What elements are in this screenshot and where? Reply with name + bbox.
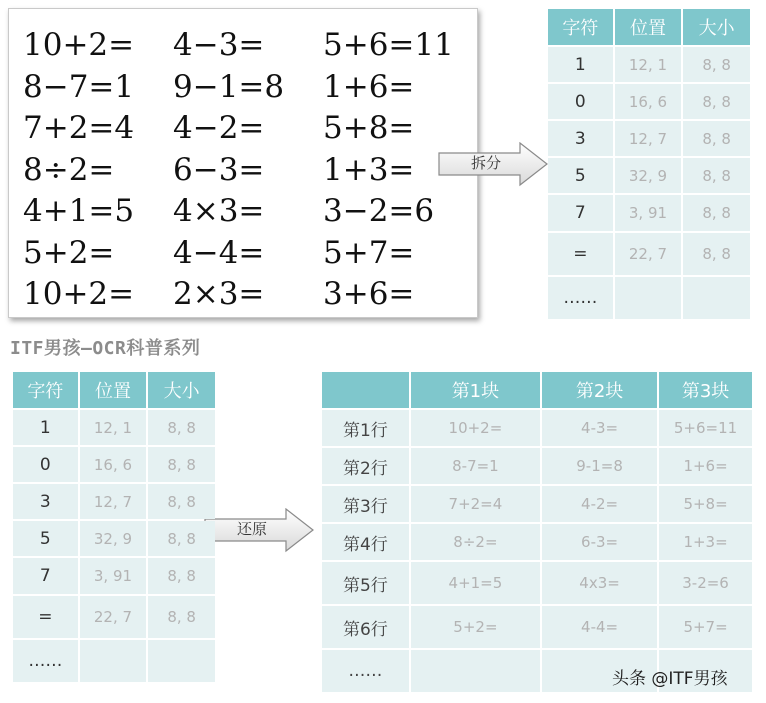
position-cell: 16, 6 [80,447,147,482]
table-row [13,484,215,519]
column-header: 位置 [615,9,682,45]
result-cell: 3-2=6 [659,562,752,604]
result-cell: 8-7=1 [411,448,540,484]
table-row [322,524,752,560]
result-cell: 4+1=5 [411,562,540,604]
position-cell: 12, 7 [80,484,147,519]
size-cell: 8, 8 [148,596,215,638]
size-cell: 8, 8 [148,521,215,556]
result-cell: 1+6= [659,448,752,484]
equation: 8−7=1 [23,68,135,105]
result-cell: 8÷2= [411,524,540,560]
table-row [322,562,752,604]
table-row [13,640,215,682]
size-cell: 8, 8 [148,410,215,445]
char-cell: 3 [548,121,613,156]
equation: 4×3= [173,193,265,229]
char-cell: …… [548,277,613,319]
equation: 8÷2= [23,151,115,188]
result-cell: 10+2= [411,410,540,446]
equation: 4−3= [173,27,265,63]
position-cell: 3, 91 [80,558,147,594]
char-cell: …… [13,640,78,682]
table-row [13,447,215,482]
result-cell: 4x3= [542,562,657,604]
char-cell: 7 [13,558,78,594]
table-row [548,121,750,156]
size-cell [683,277,750,319]
char-table-bottom [11,370,217,684]
row-header: …… [322,650,409,692]
table-row [322,448,752,484]
equation: 10+2= [23,27,135,63]
table-row [548,195,750,231]
char-cell: = [13,596,78,638]
position-cell [80,640,147,682]
column-header: 字符 [13,372,78,408]
size-cell: 8, 8 [148,484,215,519]
equation: 5+7= [323,234,415,271]
char-cell: 5 [13,521,78,556]
size-cell: 8, 8 [683,121,750,156]
row-header: 第3行 [322,486,409,522]
equation: 10+2= [23,276,135,312]
table-row [13,410,215,445]
char-cell: 3 [13,484,78,519]
equation: 7+2=4 [23,110,135,146]
result-cell: 5+6=11 [659,410,752,446]
column-header: 第2块 [542,372,657,408]
table-row [548,233,750,275]
column-header: 大小 [683,9,750,45]
size-cell: 8, 8 [683,84,750,119]
position-cell: 16, 6 [615,84,682,119]
result-cell: 4-4= [542,606,657,648]
column-header: 大小 [148,372,215,408]
table-row [13,596,215,638]
position-cell: 22, 7 [80,596,147,638]
result-cell: 9-1=8 [542,448,657,484]
result-cell: 7+2=4 [411,486,540,522]
size-cell: 8, 8 [683,47,750,82]
table-row [13,521,215,556]
position-cell: 32, 9 [615,158,682,193]
column-header: 第3块 [659,372,752,408]
split-arrow [438,142,550,184]
char-cell: 1 [548,47,613,82]
result-cell [411,650,540,692]
equation: 4−4= [173,234,265,271]
result-cell: 5+7= [659,606,752,648]
table-row [322,606,752,648]
result-cell: 4-3= [542,410,657,446]
position-cell: 32, 9 [80,521,147,556]
row-header: 第1行 [322,410,409,446]
result-cell: 4-2= [542,486,657,522]
row-header: 第4行 [322,524,409,560]
table-row [322,410,752,446]
equation: 2×3= [173,276,265,312]
char-table-top [546,7,752,321]
restore-arrow [204,508,316,550]
equation: 4−2= [173,110,265,146]
column-header [322,372,409,408]
equation: 5+8= [323,110,415,146]
char-cell: 0 [13,447,78,482]
position-cell: 22, 7 [615,233,682,275]
row-header: 第5行 [322,562,409,604]
position-cell: 12, 1 [615,47,682,82]
position-cell: 3, 91 [615,195,682,231]
table-row [13,558,215,594]
char-cell: 1 [13,410,78,445]
equation: 4+1=5 [23,193,135,229]
series-caption: ITF男孩—OCR科普系列 [10,338,201,359]
char-cell: 7 [548,195,613,231]
column-header: 第1块 [411,372,540,408]
equation-grid [23,25,473,316]
char-cell: 0 [548,84,613,119]
table-row [322,486,752,522]
split-arrow-label: 拆分 [470,154,501,172]
column-header: 位置 [80,372,147,408]
equation: 3+6= [323,276,415,312]
size-cell: 8, 8 [683,233,750,275]
equation: 1+6= [323,68,415,105]
size-cell: 8, 8 [683,158,750,193]
result-cell: 6-3= [542,524,657,560]
size-cell: 8, 8 [683,195,750,231]
equation: 6−3= [173,151,265,188]
table-row [548,84,750,119]
watermark: 头条 @ITF男孩 [612,669,728,689]
row-header: 第2行 [322,448,409,484]
size-cell: 8, 8 [148,558,215,594]
position-cell: 12, 7 [615,121,682,156]
equation: 3−2=6 [323,193,435,229]
table-row [548,47,750,82]
char-cell: 5 [548,158,613,193]
equation: 1+3= [323,151,415,188]
table-row [548,158,750,193]
equation: 5+6=11 [323,27,454,63]
char-cell: = [548,233,613,275]
restore-arrow-label: 还原 [236,520,267,538]
equation-sheet [8,8,478,318]
size-cell [148,640,215,682]
result-table [320,370,754,694]
size-cell: 8, 8 [148,447,215,482]
position-cell: 12, 1 [80,410,147,445]
position-cell [615,277,682,319]
table-row [548,277,750,319]
equation: 5+2= [23,234,115,271]
column-header: 字符 [548,9,613,45]
result-cell: 5+2= [411,606,540,648]
result-cell: 5+8= [659,486,752,522]
result-cell: 1+3= [659,524,752,560]
row-header: 第6行 [322,606,409,648]
equation: 9−1=8 [173,68,285,105]
